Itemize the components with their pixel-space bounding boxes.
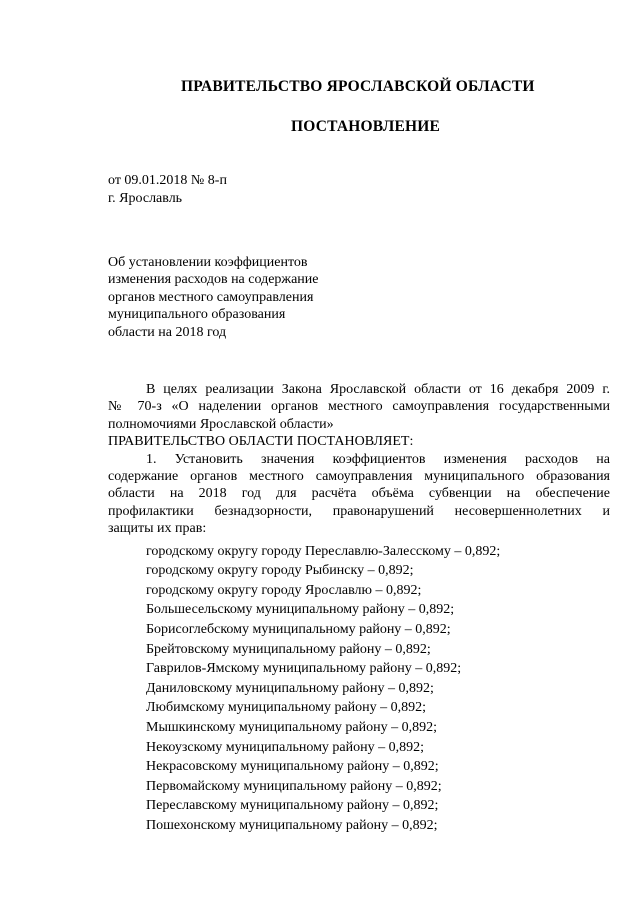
government-title: ПРАВИТЕЛЬСТВО ЯРОСЛАВСКОЙ ОБЛАСТИ (181, 78, 535, 95)
subject-line: Об установлении коэффициентов (108, 255, 308, 270)
preamble-line: В целях реализации Закона Ярославской области от 16 декабря 2009 г. (146, 382, 610, 397)
list-item: Пошехонскому муниципальному району – 0,892; (146, 817, 438, 833)
list-item: Гаврилов-Ямскому муниципальному району – 0,892; (146, 661, 462, 677)
list-item: Любимскому муниципальному району – 0,892; (146, 700, 427, 716)
clause-line: профилактики безнадзорности, правонарушений несовершеннолетних и (108, 503, 610, 519)
clause-line: 1. Установить значения коэффициентов изменения расходов на (146, 451, 610, 467)
resolves-heading: ПРАВИТЕЛЬСТВО ОБЛАСТИ ПОСТАНОВЛЯЕТ: (108, 434, 414, 450)
list-item: Мышкинскому муниципальному району – 0,892; (146, 720, 438, 735)
city: г. Ярославль (108, 191, 183, 206)
document-subject (108, 254, 319, 341)
clause-line: содержание органов местного самоуправления муниципального образования (108, 469, 610, 485)
list-item: Переславскому муниципальному району – 0,892; (146, 798, 439, 814)
clause-line: области на 2018 год для расчёта объёма субвенции на обеспечение (108, 486, 610, 502)
list-item: Брейтовскому муниципальному району – 0,892; (146, 641, 431, 657)
preamble-line: № 70-з «О наделении органов местного самоуправления государственными (108, 399, 610, 415)
list-item: городскому округу городу Ярославлю – 0,892; (146, 582, 422, 598)
document-meta (108, 172, 227, 208)
document-body (108, 381, 610, 836)
list-item: Некоузскому муниципальному району – 0,892; (146, 739, 425, 755)
list-item: Первомайскому муниципальному району – 0,892; (146, 778, 442, 794)
subject-line: области на 2018 год (108, 324, 227, 340)
list-item: Борисоглебскому муниципальному району – 0,892; (146, 622, 451, 638)
subject-line: муниципального образования (108, 307, 286, 323)
list-item: Даниловскому муниципальному району – 0,892; (146, 680, 434, 696)
list-item: городскому округу городу Рыбинску – 0,892; (146, 563, 414, 579)
subject-line: изменения расходов на содержание (108, 272, 319, 288)
clause-line: защиты их прав: (108, 521, 207, 537)
subject-line: органов местного самоуправления (108, 289, 314, 305)
list-item: Большесельскому муниципальному району – 0,892; (146, 602, 455, 618)
list-item: городскому округу городу Переславлю-Залесскому – 0,892; (146, 543, 501, 559)
preamble-line: полномочиями Ярославской области» (108, 416, 334, 432)
coefficient-list (108, 542, 610, 836)
document-type-title: ПОСТАНОВЛЕНИЕ (291, 118, 441, 135)
date-number: от 09.01.2018 № 8-п (108, 173, 227, 188)
list-item: Некрасовскому муниципальному району – 0,892; (146, 759, 439, 775)
